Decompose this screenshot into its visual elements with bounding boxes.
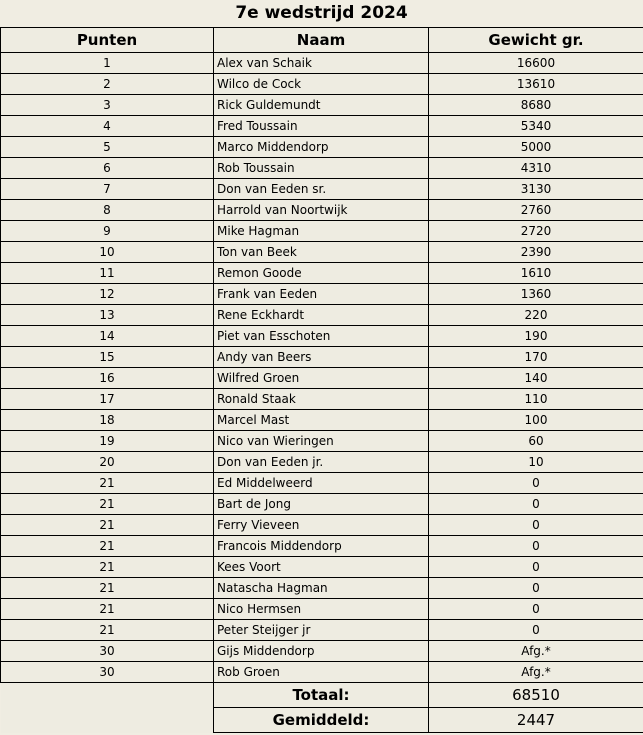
gewicht-cell: 0 (429, 599, 643, 620)
punten-cell: 6 (1, 158, 214, 179)
average-label: Gemiddeld: (214, 708, 429, 733)
naam-cell: Ferry Vieveen (214, 515, 429, 536)
gewicht-cell: 13610 (429, 74, 643, 95)
table-row (1, 536, 643, 557)
gewicht-cell: 0 (429, 620, 643, 641)
table-row (1, 368, 643, 389)
naam-cell: Kees Voort (214, 557, 429, 578)
gewicht-cell: Afg.* (429, 641, 643, 662)
table-row (1, 410, 643, 431)
column-header-punten: Punten (1, 28, 214, 53)
gewicht-cell: 1610 (429, 263, 643, 284)
table-row (1, 557, 643, 578)
naam-cell: Mike Hagman (214, 221, 429, 242)
naam-cell: Nico Hermsen (214, 599, 429, 620)
punten-cell: 21 (1, 557, 214, 578)
gewicht-cell: 0 (429, 473, 643, 494)
gewicht-cell: 190 (429, 326, 643, 347)
gewicht-cell: 0 (429, 536, 643, 557)
naam-cell: Wilco de Cock (214, 74, 429, 95)
table-row (1, 431, 643, 452)
naam-cell: Andy van Beers (214, 347, 429, 368)
punten-cell: 21 (1, 494, 214, 515)
gewicht-cell: 0 (429, 578, 643, 599)
table-row (1, 116, 643, 137)
punten-cell: 16 (1, 368, 214, 389)
gewicht-cell: 2390 (429, 242, 643, 263)
punten-cell: 5 (1, 137, 214, 158)
punten-cell: 10 (1, 242, 214, 263)
punten-cell: 15 (1, 347, 214, 368)
punten-cell: 21 (1, 620, 214, 641)
naam-cell: Peter Steijger jr (214, 620, 429, 641)
gewicht-cell: 110 (429, 389, 643, 410)
naam-cell: Rick Guldemundt (214, 95, 429, 116)
punten-cell: 7 (1, 179, 214, 200)
gewicht-cell: 5340 (429, 116, 643, 137)
naam-cell: Rob Toussain (214, 158, 429, 179)
gewicht-cell: 2760 (429, 200, 643, 221)
table-row (1, 599, 643, 620)
punten-cell: 30 (1, 662, 214, 683)
table-row (1, 515, 643, 536)
table-row (1, 179, 643, 200)
gewicht-cell: 0 (429, 515, 643, 536)
naam-cell: Ton van Beek (214, 242, 429, 263)
punten-cell: 19 (1, 431, 214, 452)
punten-cell: 8 (1, 200, 214, 221)
punten-cell: 21 (1, 599, 214, 620)
table-row (1, 200, 643, 221)
table-row (1, 221, 643, 242)
results-table (0, 27, 643, 733)
punten-cell: 21 (1, 515, 214, 536)
naam-cell: Piet van Esschoten (214, 326, 429, 347)
punten-cell: 11 (1, 263, 214, 284)
punten-cell: 18 (1, 410, 214, 431)
punten-cell: 17 (1, 389, 214, 410)
table-row (1, 326, 643, 347)
naam-cell: Rene Eckhardt (214, 305, 429, 326)
punten-cell: 13 (1, 305, 214, 326)
naam-cell: Francois Middendorp (214, 536, 429, 557)
table-row (1, 347, 643, 368)
punten-cell: 1 (1, 53, 214, 74)
gewicht-cell: 170 (429, 347, 643, 368)
gewicht-cell: 10 (429, 452, 643, 473)
table-row (1, 452, 643, 473)
punten-cell: 20 (1, 452, 214, 473)
gewicht-cell: 60 (429, 431, 643, 452)
gewicht-cell: 1360 (429, 284, 643, 305)
table-row (1, 53, 643, 74)
column-header-naam: Naam (214, 28, 429, 53)
total-label: Totaal: (214, 683, 429, 708)
gewicht-cell: 220 (429, 305, 643, 326)
punten-cell: 3 (1, 95, 214, 116)
table-row (1, 137, 643, 158)
naam-cell: Fred Toussain (214, 116, 429, 137)
table-row (1, 494, 643, 515)
naam-cell: Frank van Eeden (214, 284, 429, 305)
table-row (1, 389, 643, 410)
average-value: 2447 (429, 708, 643, 733)
gewicht-cell: 0 (429, 557, 643, 578)
punten-cell: 12 (1, 284, 214, 305)
naam-cell: Wilfred Groen (214, 368, 429, 389)
gewicht-cell: 16600 (429, 53, 643, 74)
naam-cell: Bart de Jong (214, 494, 429, 515)
gewicht-cell: 3130 (429, 179, 643, 200)
gewicht-cell: 140 (429, 368, 643, 389)
gewicht-cell: 0 (429, 494, 643, 515)
naam-cell: Nico van Wieringen (214, 431, 429, 452)
punten-cell: 14 (1, 326, 214, 347)
table-row (1, 620, 643, 641)
punten-cell: 21 (1, 536, 214, 557)
table-row (1, 473, 643, 494)
punten-cell: 21 (1, 473, 214, 494)
gewicht-cell: 2720 (429, 221, 643, 242)
naam-cell: Gijs Middendorp (214, 641, 429, 662)
table-row (1, 263, 643, 284)
sheet-title: 7e wedstrijd 2024 (0, 0, 643, 27)
gewicht-cell: 4310 (429, 158, 643, 179)
naam-cell: Remon Goode (214, 263, 429, 284)
table-row (1, 242, 643, 263)
results-body (1, 53, 643, 683)
table-row (1, 578, 643, 599)
table-row (1, 641, 643, 662)
naam-cell: Harrold van Noortwijk (214, 200, 429, 221)
gewicht-cell: Afg.* (429, 662, 643, 683)
punten-cell: 2 (1, 74, 214, 95)
punten-cell: 21 (1, 578, 214, 599)
table-row (1, 158, 643, 179)
naam-cell: Rob Groen (214, 662, 429, 683)
footer-blank-cell (1, 683, 214, 733)
header-row (1, 28, 643, 53)
punten-cell: 4 (1, 116, 214, 137)
naam-cell: Ed Middelweerd (214, 473, 429, 494)
table-row (1, 74, 643, 95)
naam-cell: Alex van Schaik (214, 53, 429, 74)
table-row (1, 284, 643, 305)
gewicht-cell: 100 (429, 410, 643, 431)
total-row (1, 683, 643, 708)
naam-cell: Ronald Staak (214, 389, 429, 410)
naam-cell: Marcel Mast (214, 410, 429, 431)
gewicht-cell: 5000 (429, 137, 643, 158)
naam-cell: Don van Eeden jr. (214, 452, 429, 473)
total-value: 68510 (429, 683, 643, 708)
naam-cell: Natascha Hagman (214, 578, 429, 599)
punten-cell: 30 (1, 641, 214, 662)
column-header-gewicht: Gewicht gr. (429, 28, 643, 53)
gewicht-cell: 8680 (429, 95, 643, 116)
naam-cell: Don van Eeden sr. (214, 179, 429, 200)
table-row (1, 662, 643, 683)
naam-cell: Marco Middendorp (214, 137, 429, 158)
table-row (1, 95, 643, 116)
punten-cell: 9 (1, 221, 214, 242)
table-row (1, 305, 643, 326)
